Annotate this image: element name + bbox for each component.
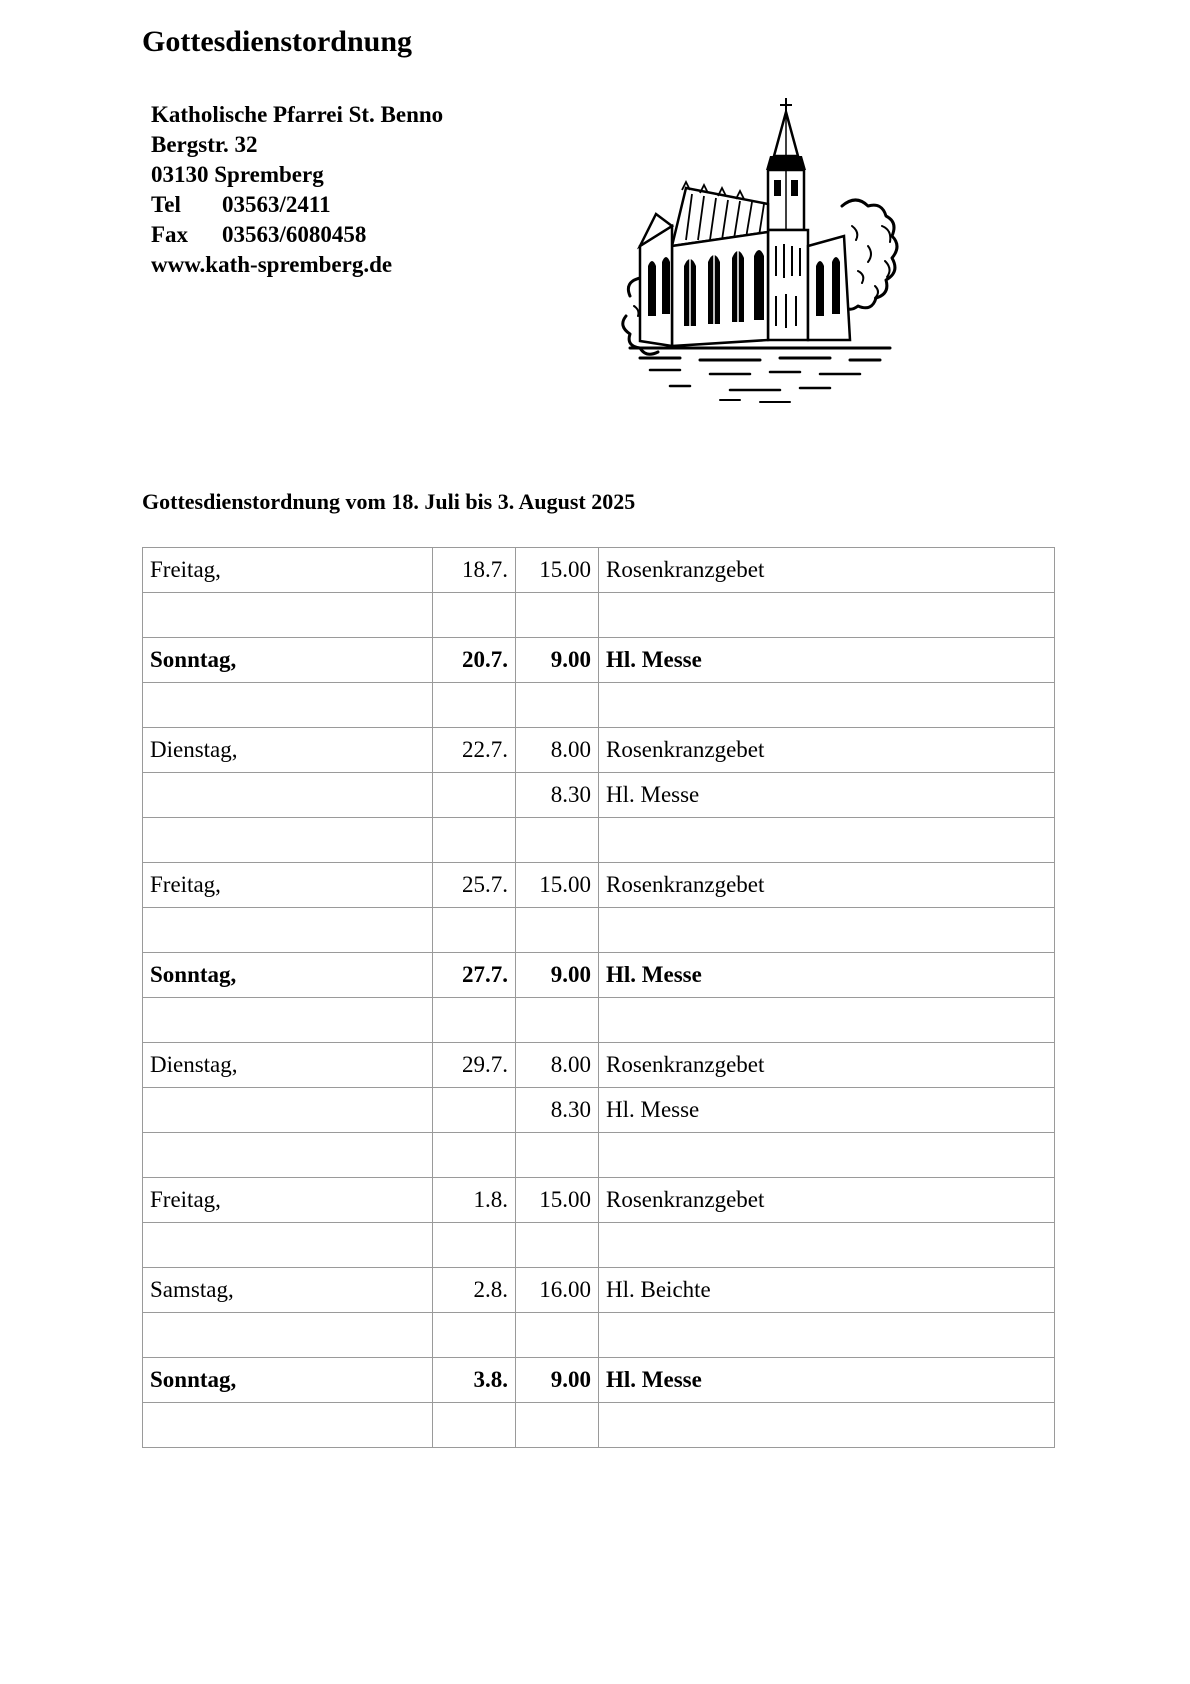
event-cell	[599, 1403, 1055, 1448]
day-cell	[143, 1313, 433, 1358]
day-cell	[143, 818, 433, 863]
time-cell	[516, 818, 599, 863]
date-cell	[433, 818, 516, 863]
date-cell: 20.7.	[433, 638, 516, 683]
table-row	[143, 1313, 1055, 1358]
time-cell: 9.00	[516, 1358, 599, 1403]
date-cell	[433, 683, 516, 728]
tel-label: Tel	[151, 192, 181, 217]
event-cell: Hl. Messe	[599, 638, 1055, 683]
event-cell: Hl. Messe	[599, 953, 1055, 998]
page-title: Gottesdienstordnung	[142, 25, 413, 58]
parish-website: www.kath-spremberg.de	[151, 252, 393, 277]
day-cell	[143, 908, 433, 953]
time-cell: 8.30	[516, 1088, 599, 1133]
table-row	[143, 953, 1055, 998]
event-cell: Rosenkranzgebet	[599, 1043, 1055, 1088]
church-sketch-icon	[620, 96, 910, 406]
table-row	[143, 548, 1055, 593]
parish-city: 03130 Spremberg	[151, 162, 324, 187]
time-cell: 9.00	[516, 638, 599, 683]
event-cell: Rosenkranzgebet	[599, 863, 1055, 908]
day-cell	[143, 1133, 433, 1178]
day-cell: Sonntag,	[143, 953, 433, 998]
time-cell	[516, 1133, 599, 1178]
event-cell	[599, 998, 1055, 1043]
table-row	[143, 638, 1055, 683]
date-cell: 29.7.	[433, 1043, 516, 1088]
event-cell: Rosenkranzgebet	[599, 1178, 1055, 1223]
table-row	[143, 908, 1055, 953]
event-cell: Rosenkranzgebet	[599, 728, 1055, 773]
time-cell: 8.00	[516, 728, 599, 773]
table-row	[143, 1403, 1055, 1448]
day-cell	[143, 1223, 433, 1268]
date-cell: 18.7.	[433, 548, 516, 593]
table-row	[143, 1268, 1055, 1313]
date-cell	[433, 773, 516, 818]
time-cell: 15.00	[516, 548, 599, 593]
table-row	[143, 773, 1055, 818]
date-cell	[433, 1313, 516, 1358]
table-row	[143, 1358, 1055, 1403]
day-cell	[143, 683, 433, 728]
date-cell: 1.8.	[433, 1178, 516, 1223]
time-cell: 9.00	[516, 953, 599, 998]
table-row	[143, 998, 1055, 1043]
parish-fax	[151, 220, 443, 250]
day-cell: Freitag,	[143, 1178, 433, 1223]
table-row	[143, 1178, 1055, 1223]
day-cell: Samstag,	[143, 1268, 433, 1313]
time-cell: 8.00	[516, 1043, 599, 1088]
event-cell	[599, 908, 1055, 953]
time-cell	[516, 1403, 599, 1448]
date-cell: 3.8.	[433, 1358, 516, 1403]
time-cell: 8.30	[516, 773, 599, 818]
time-cell: 15.00	[516, 1178, 599, 1223]
day-cell: Dienstag,	[143, 1043, 433, 1088]
table-row	[143, 1088, 1055, 1133]
day-cell: Sonntag,	[143, 638, 433, 683]
date-cell: 2.8.	[433, 1268, 516, 1313]
day-cell: Dienstag,	[143, 728, 433, 773]
date-cell	[433, 1403, 516, 1448]
event-cell	[599, 683, 1055, 728]
table-row	[143, 863, 1055, 908]
day-cell	[143, 1403, 433, 1448]
parish-address	[151, 100, 443, 280]
table-row	[143, 818, 1055, 863]
day-cell	[143, 1088, 433, 1133]
table-row	[143, 1043, 1055, 1088]
table-row	[143, 728, 1055, 773]
tel-number: 03563/2411	[222, 192, 331, 217]
date-cell: 22.7.	[433, 728, 516, 773]
date-cell: 25.7.	[433, 863, 516, 908]
date-cell	[433, 1223, 516, 1268]
table-row	[143, 1223, 1055, 1268]
event-cell	[599, 1133, 1055, 1178]
event-cell: Hl. Messe	[599, 773, 1055, 818]
date-cell	[433, 998, 516, 1043]
table-row	[143, 593, 1055, 638]
table-row	[143, 1133, 1055, 1178]
date-cell	[433, 908, 516, 953]
event-cell	[599, 818, 1055, 863]
time-cell: 16.00	[516, 1268, 599, 1313]
time-cell	[516, 908, 599, 953]
time-cell: 15.00	[516, 863, 599, 908]
date-cell	[433, 1133, 516, 1178]
event-cell	[599, 593, 1055, 638]
schedule-table	[142, 547, 1055, 1448]
parish-tel	[151, 190, 443, 220]
time-cell	[516, 593, 599, 638]
time-cell	[516, 998, 599, 1043]
event-cell: Hl. Messe	[599, 1088, 1055, 1133]
day-cell: Freitag,	[143, 548, 433, 593]
event-cell	[599, 1223, 1055, 1268]
schedule-heading: Gottesdienstordnung vom 18. Juli bis 3. August 2025	[142, 489, 636, 514]
parish-street: Bergstr. 32	[151, 132, 258, 157]
schedule-body	[143, 548, 1055, 1448]
fax-number: 03563/6080458	[222, 222, 367, 247]
time-cell	[516, 683, 599, 728]
table-row	[143, 683, 1055, 728]
event-cell	[599, 1313, 1055, 1358]
date-cell	[433, 593, 516, 638]
date-cell	[433, 1088, 516, 1133]
fax-label: Fax	[151, 222, 189, 247]
day-cell: Sonntag,	[143, 1358, 433, 1403]
event-cell: Hl. Beichte	[599, 1268, 1055, 1313]
time-cell	[516, 1223, 599, 1268]
date-cell: 27.7.	[433, 953, 516, 998]
day-cell: Freitag,	[143, 863, 433, 908]
day-cell	[143, 773, 433, 818]
parish-name: Katholische Pfarrei St. Benno	[151, 102, 444, 127]
day-cell	[143, 593, 433, 638]
event-cell: Hl. Messe	[599, 1358, 1055, 1403]
time-cell	[516, 1313, 599, 1358]
day-cell	[143, 998, 433, 1043]
event-cell: Rosenkranzgebet	[599, 548, 1055, 593]
